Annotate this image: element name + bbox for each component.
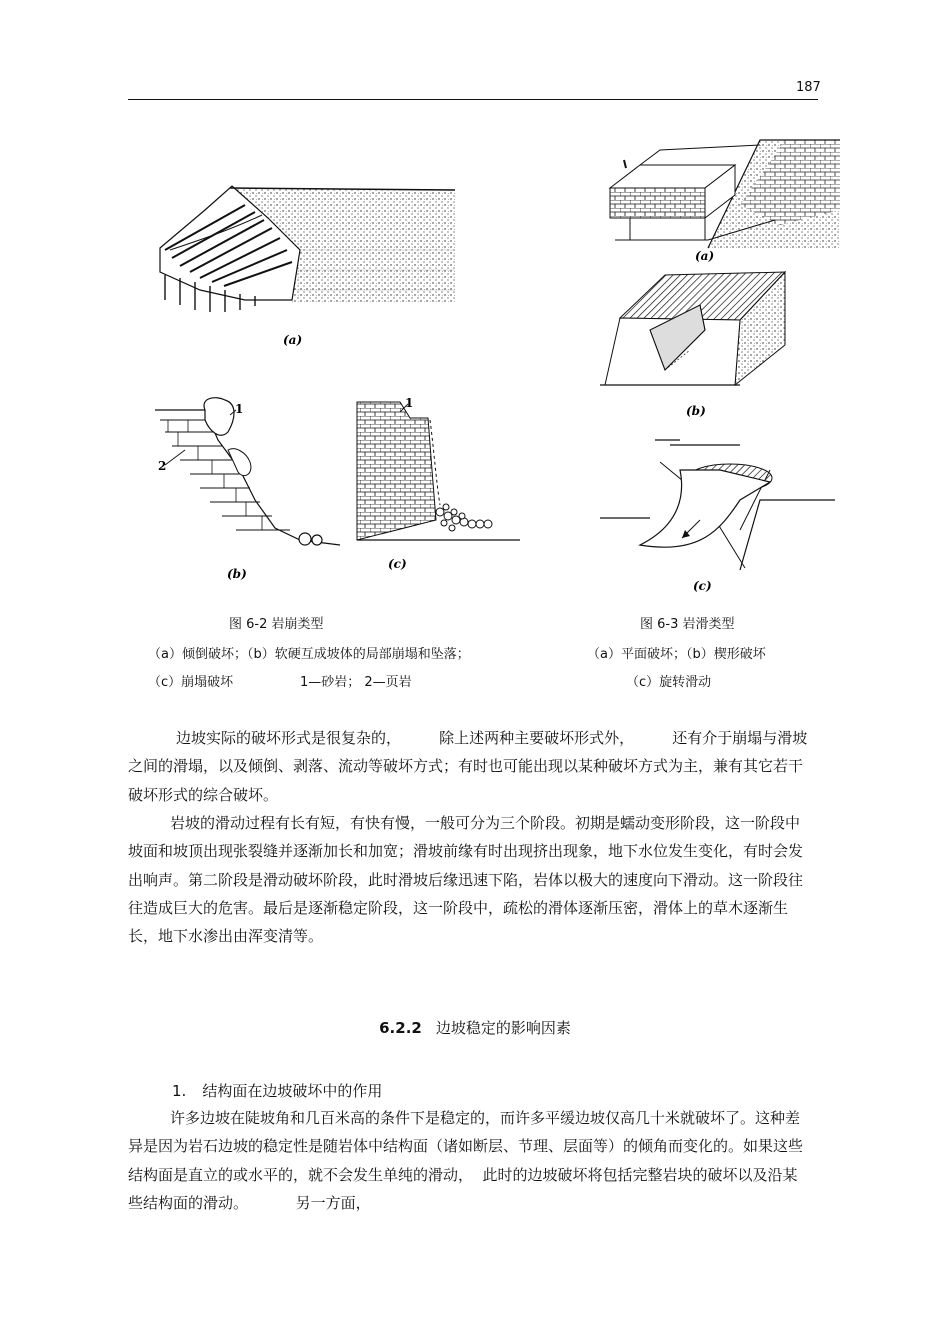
body-paragraph-2: 岩坡的滑动过程有长有短，有快有慢，一般可分为三个阶段。初期是蠕动变形阶段，这一阶段中坡面和坡顶出现张裂缝并逐渐加长和加宽；滑坡前缘有时出现挤出现象，地下水位发生变化，有时会发出响声。第二阶段是滑动破坏阶段，此时滑坡后缘迅速下陷，岩体以极大的速度向下滑动。这一阶段往往造成巨大的危害。最后是逐渐稳定阶段，这一阶段中，疏松的滑体逐渐压密，滑体上的草木逐渐生长，地下水渗出由浑变清等。 xyxy=(128,814,804,946)
section-heading xyxy=(0,1017,950,1038)
subsection-title: 结构面在边坡破坏中的作用 xyxy=(202,1082,383,1100)
body-paragraph-1-block xyxy=(128,724,812,809)
fig6-3c-rotational-slide-drawing xyxy=(600,440,835,570)
figures-illustration xyxy=(0,120,950,600)
fig6-2-caption-title: 图 6-2 岩崩类型 xyxy=(229,617,324,632)
fig6-2-caption-line2: （c）崩塌破坏 xyxy=(148,675,234,690)
page-number: 187 xyxy=(796,80,821,95)
fig6-3b-wedge-failure-drawing xyxy=(600,272,785,385)
body-paragraph-3-block xyxy=(128,1104,812,1217)
subsection-number: 1. xyxy=(172,1082,187,1100)
fig6-3-caption-line2: （c）旋转滑动 xyxy=(626,675,712,690)
section-title: 边坡稳定的影响因素 xyxy=(435,1019,571,1037)
fig6-3-caption-title: 图 6-3 岩滑类型 xyxy=(640,617,735,632)
fig6-2b-collapse-drawing xyxy=(155,398,340,545)
header-rule xyxy=(128,99,818,100)
fig6-3-caption-line1: （a）平面破坏；（b）楔形破坏 xyxy=(587,647,766,662)
fig6-2-caption-legend: 1—砂岩； 2—页岩 xyxy=(300,675,412,690)
body-paragraph-2-block xyxy=(128,809,812,950)
fig6-2b-marker-2: 2 xyxy=(158,459,167,473)
fig6-2c-marker-1: 1 xyxy=(405,396,414,410)
fig6-2-caption-line1: （a）倾倒破坏；（b）软硬互成坡体的局部崩塌和坠落； xyxy=(148,647,470,662)
body-paragraph-1: 边坡实际的破坏形式是很复杂的， 除上述两种主要破坏形式外， 还有介于崩塌与滑坡之间的滑塌，以及倾倒、剥落、流动等破坏方式；有时也可能出现以某种破坏方式为主，兼有其它若干破坏形式的综合破坏。 xyxy=(128,729,808,804)
body-paragraph-3: 许多边坡在陡坡角和几百米高的条件下是稳定的，而许多平缓边坡仅高几十米就破坏了。这种差异是因为岩石边坡的稳定性是随岩体中结构面（诸如断层、节理、层面等）的倾角而变化的。如果这些结构面是直立的或水平的，就不会发生单纯的滑动， 此时的边坡破坏将包括完整岩块的破坏以及沿某些结构面的滑动。 另一方面， xyxy=(128,1109,804,1212)
fig6-2a-label: (a) xyxy=(283,333,303,347)
fig6-3a-label: (a) xyxy=(695,249,715,263)
fig6-2c-collapse-drawing xyxy=(357,402,520,540)
fig6-2b-label: (b) xyxy=(227,567,247,581)
section-number: 6.2.2 xyxy=(379,1019,422,1037)
fig6-3b-label: (b) xyxy=(686,404,706,418)
fig6-3a-plane-failure-drawing xyxy=(610,140,840,248)
fig6-2a-toppling-drawing xyxy=(160,186,455,312)
subsection-heading xyxy=(172,1080,382,1101)
fig6-2c-label: (c) xyxy=(388,557,407,571)
fig6-2b-marker-1: 1 xyxy=(235,402,244,416)
fig6-3c-label: (c) xyxy=(693,579,712,593)
